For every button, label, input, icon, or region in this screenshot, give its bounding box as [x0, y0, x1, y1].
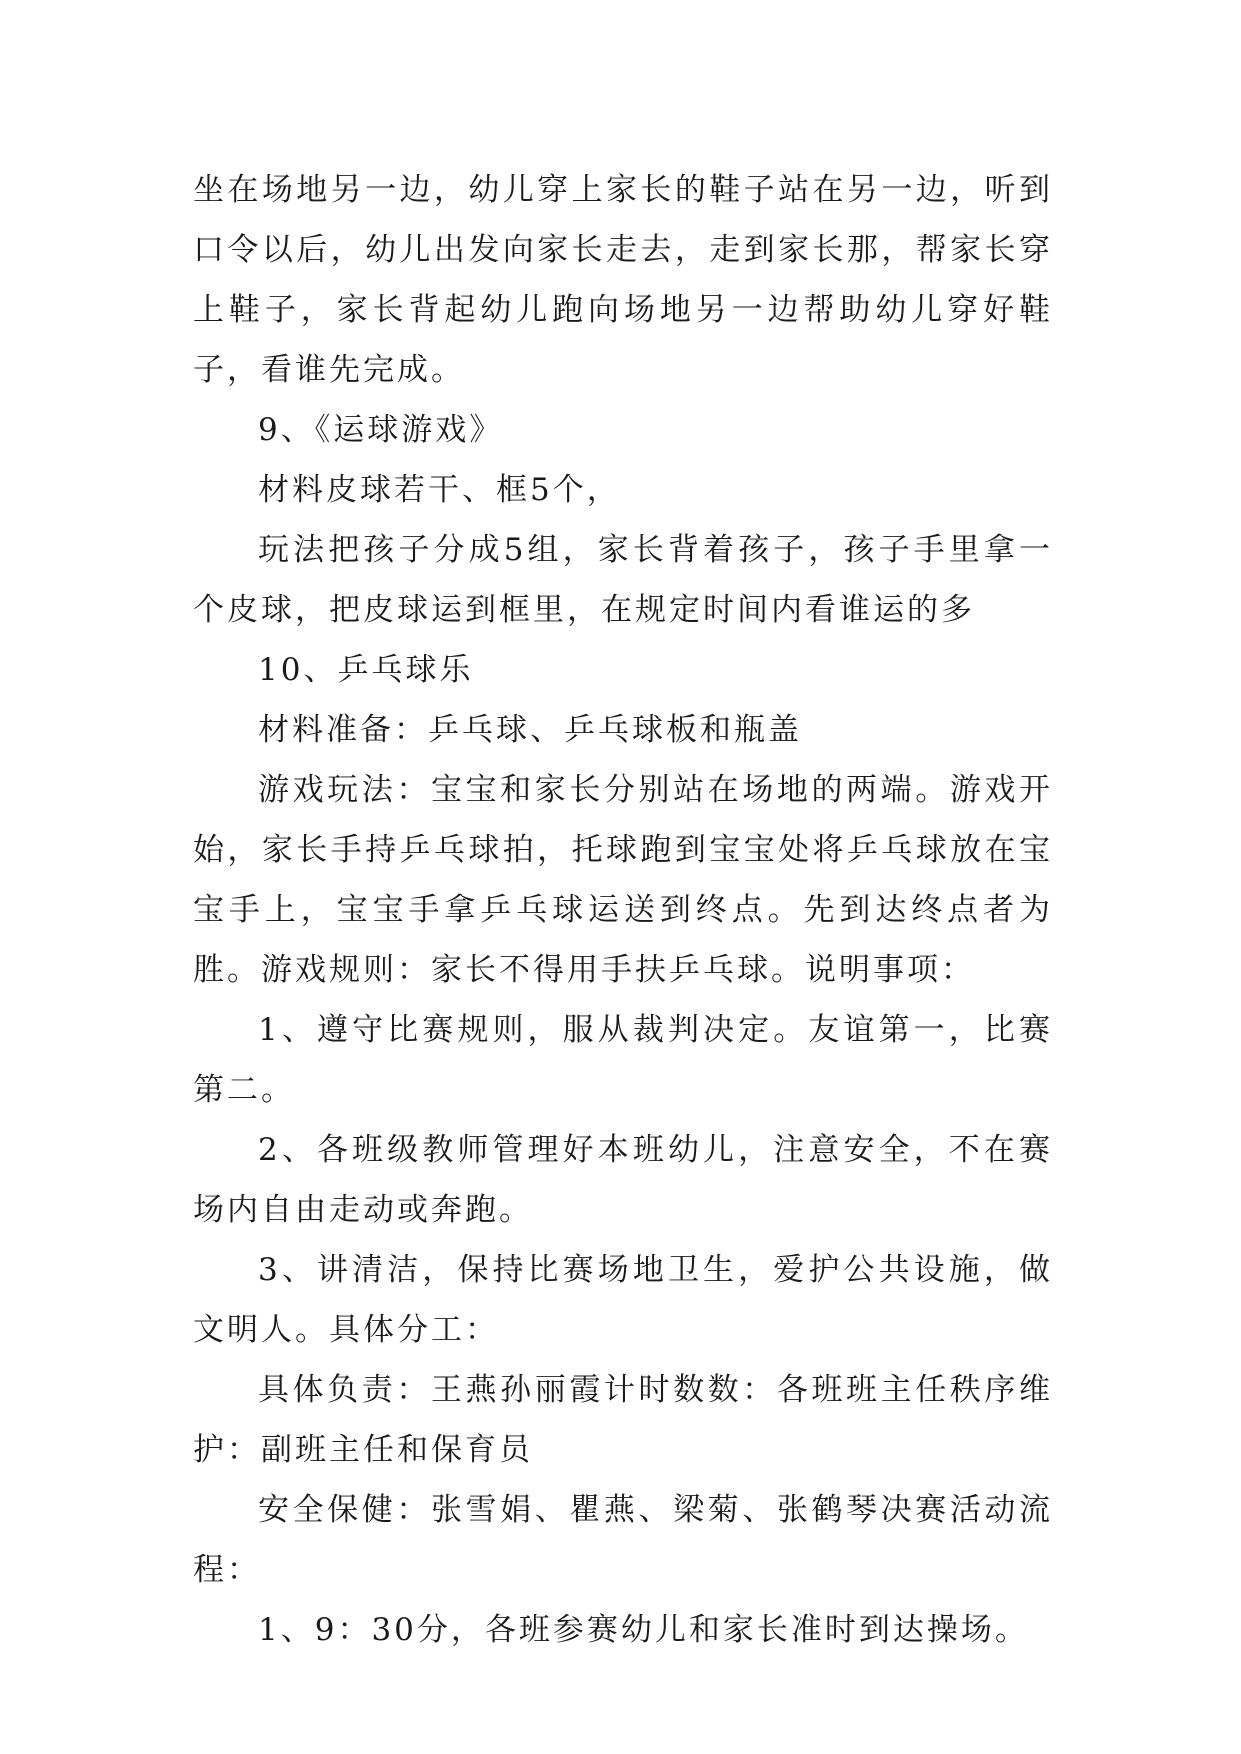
list-item: 1、遵守比赛规则，服从裁判决定。友谊第一，比赛第二。 [193, 1012, 1053, 1108]
paragraph: 安全保健：张雪娟、瞿燕、梁菊、张鹤琴决赛活动流程： [193, 1492, 1053, 1588]
paragraph: 材料准备：乒乓球、乒乓球板和瓶盖 [258, 712, 802, 748]
paragraph: 坐在场地另一边，幼儿穿上家长的鞋子站在另一边，听到口令以后，幼儿出发向家长走去，走到家长那，帮家长穿上鞋子，家长背起幼儿跑向场地另一边帮助幼儿穿好鞋子，看谁先完成。 [193, 172, 1053, 388]
paragraph: 材料皮球若干、框5个， [258, 472, 621, 508]
section-heading: 9、《运球游戏》 [258, 412, 504, 448]
list-item: 3、讲清洁，保持比赛场地卫生，爱护公共设施，做文明人。具体分工： [193, 1252, 1053, 1348]
paragraph: 游戏玩法：宝宝和家长分别站在场地的两端。游戏开始，家长手持乒乓球拍，托球跑到宝宝处将乒乓球放在宝宝手上，宝宝手拿乒乓球运送到终点。先到达终点者为胜。游戏规则：家长不得用手扶乒乓球。说明事项： [193, 772, 1053, 988]
list-item: 1、9：30分，各班参赛幼儿和家长准时到达操场。 [258, 1612, 1029, 1648]
paragraph: 玩法把孩子分成5组，家长背着孩子，孩子手里拿一个皮球，把皮球运到框里，在规定时间内看谁运的多 [193, 532, 1053, 628]
list-item: 2、各班级教师管理好本班幼儿，注意安全，不在赛场内自由走动或奔跑。 [193, 1132, 1053, 1228]
document-body [193, 160, 1053, 1660]
section-heading: 10、乒乓球乐 [258, 652, 474, 688]
paragraph: 具体负责：王燕孙丽霞计时数数：各班班主任秩序维护：副班主任和保育员 [193, 1372, 1053, 1468]
